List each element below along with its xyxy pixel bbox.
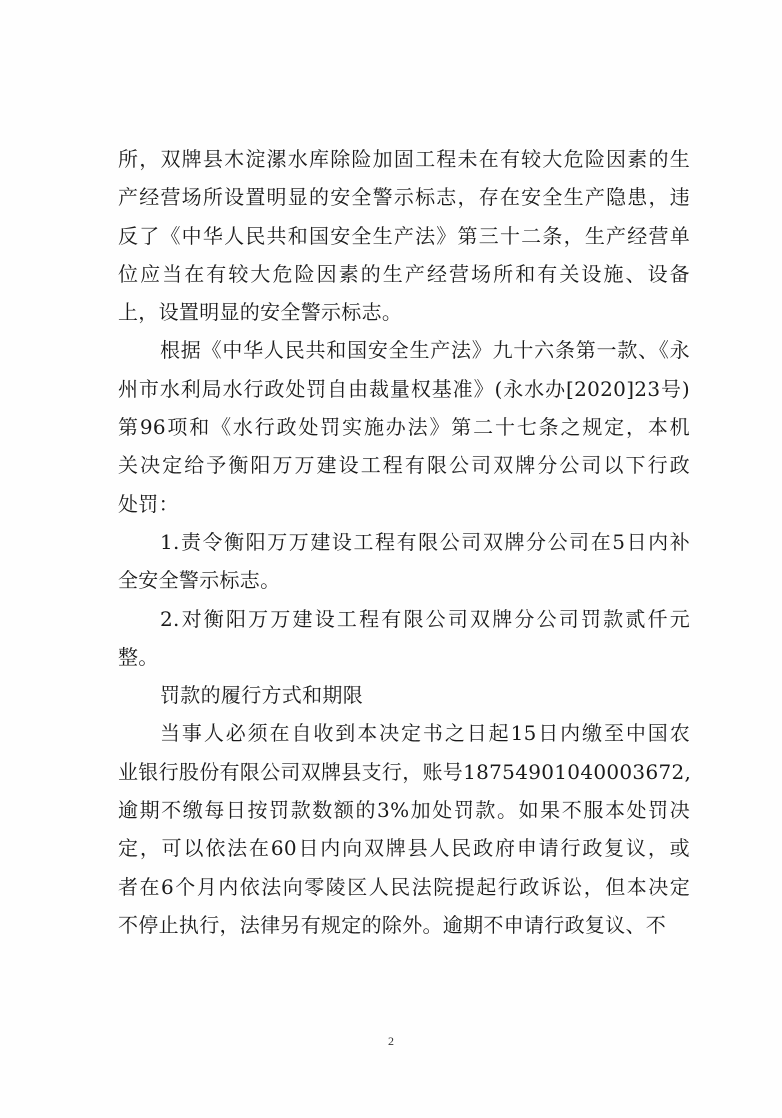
paragraph <box>118 714 690 944</box>
document-body <box>118 140 690 944</box>
text-line: 定，可以依法在60日内向双牌县人民政府申请行政复议，或 <box>118 836 690 861</box>
text-line: 者在6个月内依法向零陵区人民法院提起行政诉讼，但本决定 <box>118 874 690 899</box>
text-line: 根据《中华人民共和国安全生产法》九十六条第一款、《永 <box>160 338 690 363</box>
text-line: 罚款的履行方式和期限 <box>160 683 363 708</box>
text-line: 1.责令衡阳万万建设工程有限公司双牌分公司在5日内补 <box>160 529 690 554</box>
page-number: 2 <box>388 1034 394 1048</box>
text-line: 位应当在有较大危险因素的生产经营场所和有关设施、设备 <box>118 261 690 286</box>
text-line: 全安全警示标志。 <box>118 568 281 593</box>
text-line: 上，设置明显的安全警示标志。 <box>118 300 403 325</box>
text-line: 逾期不缴每日按罚款数额的3%加处罚款。如果不服本处罚决 <box>118 798 690 823</box>
paragraph <box>118 600 690 677</box>
text-line: 处罚： <box>118 491 179 516</box>
paragraph <box>118 523 690 600</box>
text-line: 业银行股份有限公司双牌县支行，账号18754901040003672, <box>118 759 692 784</box>
text-line: 当事人必须在自收到本决定书之日起15日内缴至中国农 <box>160 721 690 746</box>
paragraph <box>118 140 690 331</box>
text-line: 产经营场所设置明显的安全警示标志，存在安全生产隐患，违 <box>118 185 690 210</box>
text-line: 整。 <box>118 644 159 669</box>
text-line: 反了《中华人民共和国安全生产法》第三十二条，生产经营单 <box>118 223 690 248</box>
text-line: 2.对衡阳万万建设工程有限公司双牌分公司罚款贰仟元 <box>160 606 690 631</box>
paragraph <box>118 331 690 522</box>
text-line: 所，双牌县木淀漯水库除险加固工程未在有较大危险因素的生 <box>118 147 690 171</box>
text-line: 不停止执行，法律另有规定的除外。逾期不申请行政复议、不 <box>118 912 667 937</box>
text-line: 州市水利局水行政处罚自由裁量权基准》(永水办[2020]23号) <box>118 376 690 401</box>
text-line: 第96项和《水行政处罚实施办法》第二十七条之规定，本机 <box>118 415 690 440</box>
text-line: 关决定给予衡阳万万建设工程有限公司双牌分公司以下行政 <box>118 453 690 478</box>
paragraph <box>118 676 690 714</box>
